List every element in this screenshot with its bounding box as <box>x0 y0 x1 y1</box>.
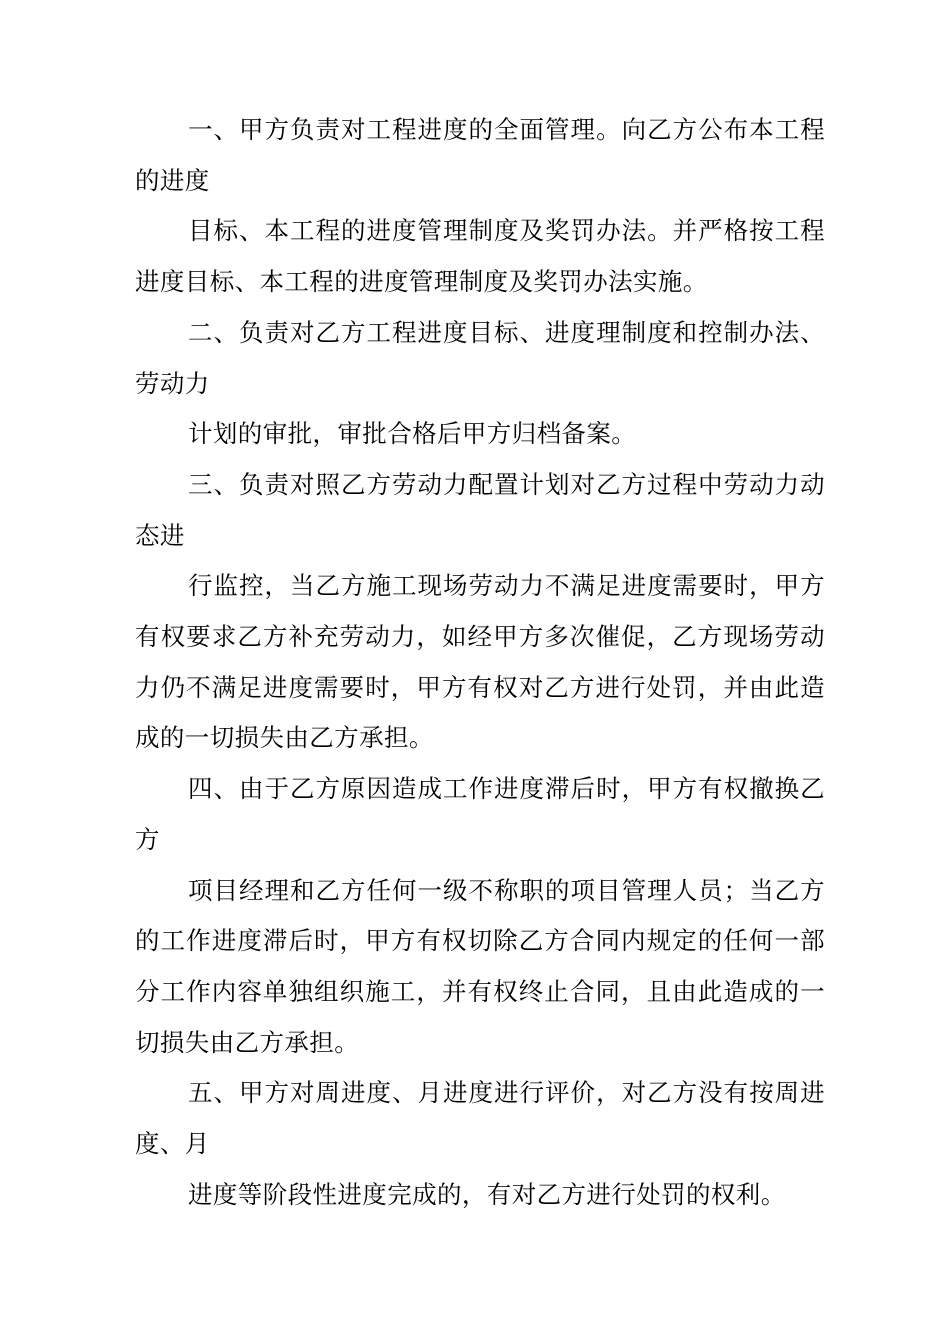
paragraph-8: 项目经理和乙方任何一级不称职的项目管理人员；当乙方的工作进度滞后时，甲方有权切除乙方合同内规定的任何一部分工作内容单独组织施工，并有权终止合同，且由此造成的一切损失由乙方承担。 <box>135 875 825 1057</box>
paragraph-3: 二、负责对乙方工程进度目标、进度理制度和控制办法、劳动力 <box>135 317 825 398</box>
paragraph-1: 一、甲方负责对工程进度的全面管理。向乙方公布本工程的进度 <box>135 115 825 195</box>
paragraph-2: 目标、本工程的进度管理制度及奖罚办法。并严格按工程进度目标、本工程的进度管理制度及奖罚办法实施。 <box>135 216 825 297</box>
paragraph-10: 进度等阶段性进度完成的，有对乙方进行处罚的权利。 <box>188 1179 786 1209</box>
document-body <box>135 105 825 1220</box>
paragraph-6: 行监控，当乙方施工现场劳动力不满足进度需要时，甲方有权要求乙方补充劳动力，如经甲方多次催促，乙方现场劳动力仍不满足进度需要时，甲方有权对乙方进行处罚，并由此造成的一切损失由乙方承担。 <box>135 571 825 753</box>
paragraph-4: 计划的审批，审批合格后甲方归档备案。 <box>188 419 637 449</box>
paragraph-5: 三、负责对照乙方劳动力配置计划对乙方过程中劳动力动态进 <box>135 469 825 550</box>
paragraph-9: 五、甲方对周进度、月进度进行评价，对乙方没有按周进度、月 <box>135 1078 825 1159</box>
paragraph-7: 四、由于乙方原因造成工作进度滞后时，甲方有权撤换乙方 <box>135 774 825 854</box>
